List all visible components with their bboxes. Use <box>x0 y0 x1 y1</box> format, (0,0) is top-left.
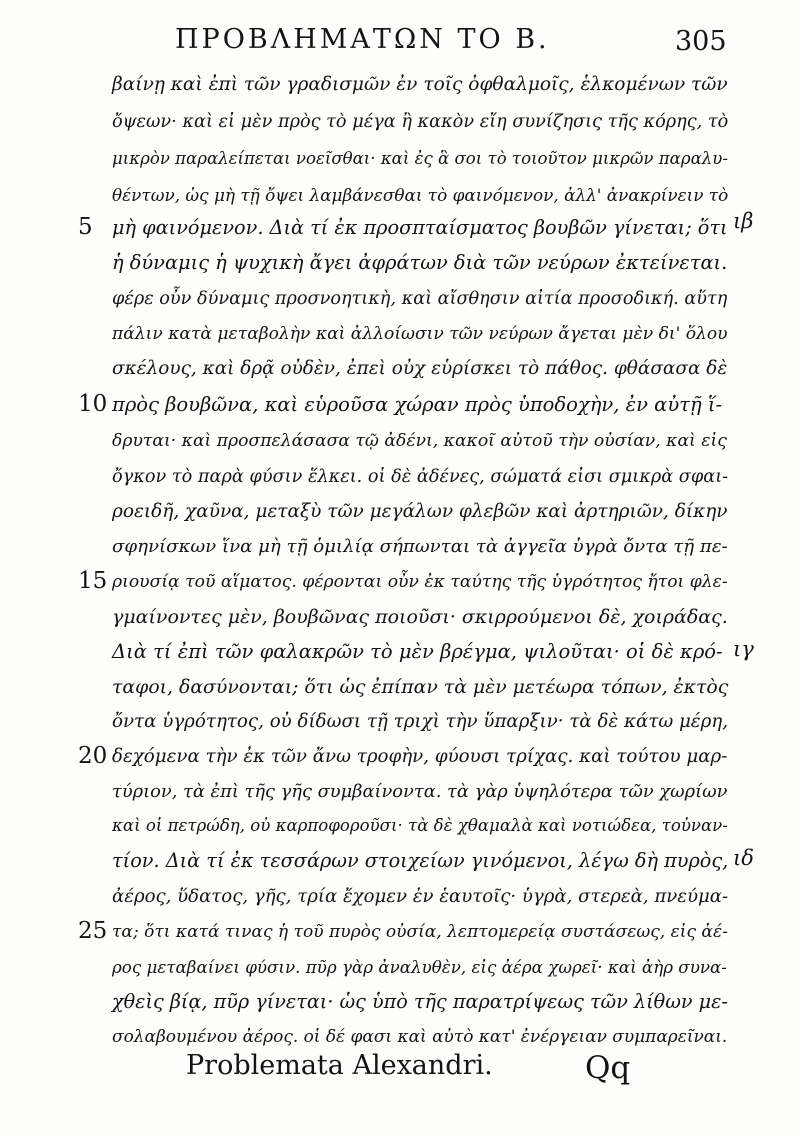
text-line: ρος μεταβαίνει φύσιν. πῦρ γὰρ ἀναλυθὲν, εἰς ἀέρα χωρεῖ· καὶ ἀὴρ συνα- <box>112 957 727 977</box>
text-line: θέντων, ὡς μὴ τῇ ὄψει λαμβάνεσθαι τὸ φαινόμενον, ἀλλ' ἀνακρίνειν τὸ <box>112 185 729 205</box>
text-line: πρὸς βουβῶνα, καὶ εὑροῦσα χώραν πρὸς ὑποδοχὴν, ἐν αὐτῇ ἵ- <box>112 393 723 416</box>
marginal-problem-number: ιγ <box>733 637 754 661</box>
footer-title: Problemata Alexandri. <box>186 1050 493 1081</box>
text-line: τίον. Διὰ τί ἐκ τεσσάρων στοιχείων γινόμενοι, λέγω δὴ πυρὸς, <box>112 849 729 872</box>
text-line: δεχόμενα τὴν ἐκ τῶν ἄνω τροφὴν, φύουσι τρίχας. καὶ τούτου μαρ- <box>112 746 728 767</box>
text-line: καὶ οἱ πετρώδη, οὐ καρποφοροῦσι· τὰ δὲ χθαμαλὰ καὶ νοτιώδεα, τοὐναν- <box>112 816 728 835</box>
text-line: Διὰ τί ἐπὶ τῶν φαλακρῶν τὸ μὲν βρέγμα, ψιλοῦται· οἱ δὲ κρό- <box>112 640 723 663</box>
line-number: 25 <box>78 918 108 944</box>
text-line: γμαίνοντες μὲν, βουβῶνας ποιοῦσι· σκιρρούμενοι δὲ, χοιράδας. <box>112 606 728 628</box>
line-number: 10 <box>78 391 108 417</box>
text-line: σφηνίσκων ἵνα μὴ τῇ ὁμιλίᾳ σήπωνται τὰ ἀγγεῖα ὑγρὰ ὄντα τῇ πε- <box>112 536 728 557</box>
text-line: ὄψεων· καὶ εἰ μὲν πρὸς τὸ μέγα ἢ κακὸν εἴη συνίζησις τῆς κόρης, τὸ <box>112 112 729 132</box>
text-line: ταφοι, δασύνονται; ὅτι ὡς ἐπίπαν τὰ μὲν μετέωρα τόπων, ἐκτὸς <box>112 677 729 698</box>
page-number: 305 <box>675 26 727 57</box>
text-line: πάλιν κατὰ μεταβολὴν καὶ ἀλλοίωσιν τῶν νεύρων ἄγεται μὲν δι' ὅλου <box>112 324 728 344</box>
text-line: τα; ὅτι κατά τινας ἡ τοῦ πυρὸς οὐσία, λεπτομερείᾳ συστάσεως, εἰς ἀέ- <box>112 922 728 942</box>
text-line: ὄγκον τὸ παρὰ φύσιν ἕλκει. οἱ δὲ ἀδένες, σώματά εἰσι σμικρὰ σφαι- <box>112 467 729 487</box>
text-line: δρυται· καὶ προσπελάσασα τῷ ἀδένι, κακοῖ αὐτοῦ τὴν οὐσίαν, καὶ εἰς <box>112 431 727 451</box>
signature-mark: Qq <box>585 1050 631 1086</box>
line-number: 5 <box>78 214 93 240</box>
marginal-problem-number: ιδ <box>733 846 754 870</box>
text-line: ροειδῆ, χαῦνα, μεταξὺ τῶν μεγάλων φλεβῶν καὶ ἀρτηριῶν, δίκην <box>112 501 728 522</box>
text-line: ὄντα ὑγρότητος, οὐ δίδωσι τῇ τριχὶ τὴν ὕπαρξιν· τὰ δὲ κάτω μέρη, <box>112 711 729 732</box>
text-line: σκέλους, καὶ δρᾷ οὐδὲν, ἐπεὶ οὐχ εὑρίσκει τὸ πάθος. φθάσασα δὲ <box>112 358 728 379</box>
text-line: μὴ φαινόμενον. Διὰ τί ἐκ προσπταίσματος βουβῶν γίνεται; ὅτι <box>112 216 728 239</box>
text-line: ἀέρος, ὕδατος, γῆς, τρία ἔχομεν ἐν ἑαυτοῖς· ὑγρὰ, στερεὰ, πνεύμα- <box>112 886 729 907</box>
text-line: μικρὸν παραλείπεται νοεῖσθαι· καὶ ἐς ἃ σοι τὸ τοιοῦτον μικρῶν παραλυ- <box>112 149 728 168</box>
text-line: ἡ δύναμις ἡ ψυχικὴ ἄγει ἀφράτων διὰ τῶν νεύρων ἐκτείνεται. <box>112 251 728 274</box>
text-line: ριουσίᾳ τοῦ αἵματος. φέρονται οὖν ἐκ ταύτης τῆς ὑγρότητος ἤτοι φλε- <box>112 572 728 592</box>
marginal-problem-number: ιβ <box>733 209 754 233</box>
running-head: ΠΡΟΒΛΗΜΑΤΩΝ ΤΟ Β. <box>175 24 550 55</box>
line-number: 15 <box>78 568 108 594</box>
text-line: τύριον, τὰ ἐπὶ τῆς γῆς συμβαίνοντα. τὰ γὰρ ὑψηλότερα τῶν χωρίων <box>112 781 728 802</box>
text-line: χθεὶς βίᾳ, πῦρ γίνεται· ὡς ὑπὸ τῆς παρατρίψεως τῶν λίθων με- <box>112 990 728 1013</box>
text-line: σολαβουμένου ἀέρος. οἱ δέ φασι καὶ αὐτὸ κατ' ἐνέργειαν συμπαρεῖναι. <box>112 1026 728 1046</box>
line-number: 20 <box>78 743 108 769</box>
text-line: βαίνῃ καὶ ἐπὶ τῶν γραδισμῶν ἐν τοῖς ὀφθαλμοῖς, ἑλκομένων τῶν <box>112 74 728 95</box>
text-line: φέρε οὖν δύναμις προσνοητικὴ, καὶ αἴσθησιν αἰτία προσοδική. αὕτη <box>112 289 728 309</box>
